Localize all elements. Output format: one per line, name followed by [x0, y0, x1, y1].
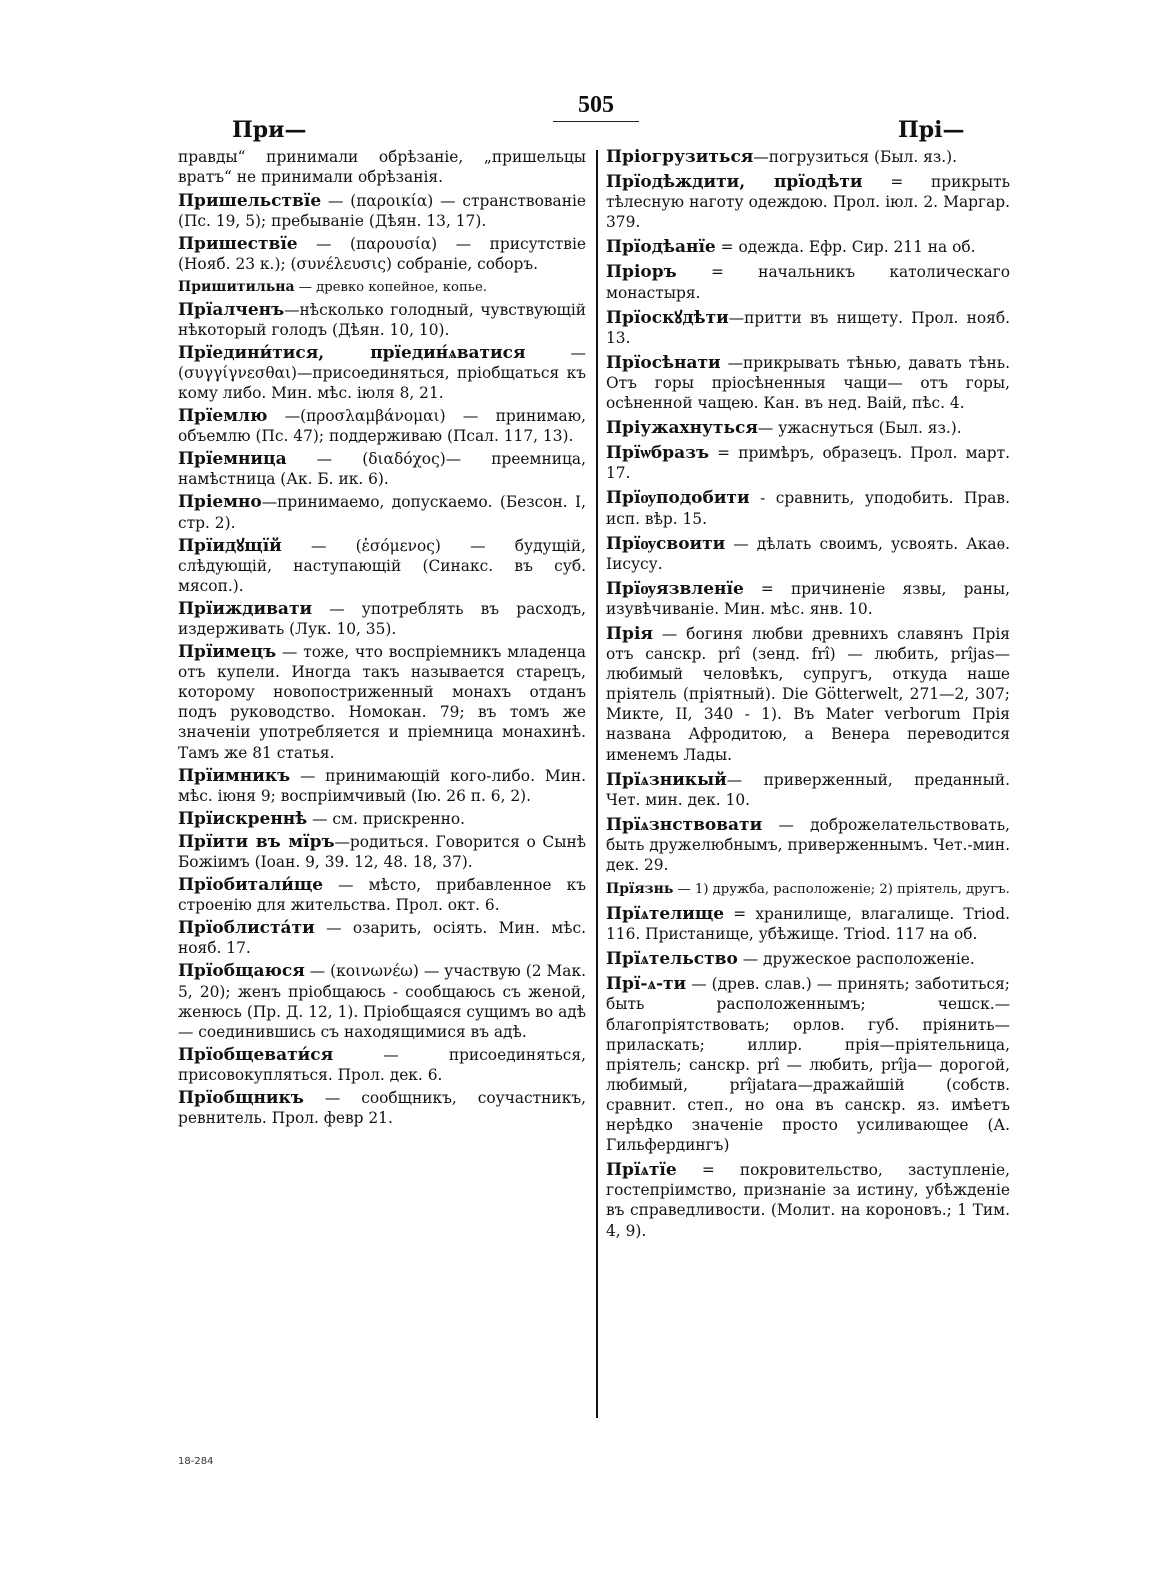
entry-definition: — (древ. слав.) — принять; заботиться; быть расположеннымъ; чешск.— благопріятствовать; орлов. губ. пріянить— приласкать; иллир. прія—пріятельница, пріятель; санскр. prî — любить, prîja— дорогой, любимый, prîjatara—дражайшій (собств. сравнит. степ., но она въ санскр. яз. имѣетъ нерѣдко значеніе просто усиливающее (А. Гильфердингъ) — [606, 975, 1010, 1155]
entry-headword: Прїоскꙋдѣти — [606, 307, 729, 328]
running-head-right: Прі— — [898, 117, 965, 143]
dictionary-entry — [606, 904, 1010, 944]
dictionary-entry — [606, 974, 1010, 1155]
dictionary-entry — [606, 353, 1010, 413]
dictionary-entry — [606, 949, 1010, 969]
dictionary-entry — [606, 237, 1010, 257]
entry-headword: Пріемно — [178, 492, 262, 513]
dictionary-entry — [606, 534, 1010, 574]
entry-headword: Прїосѣнати — [606, 352, 721, 373]
dictionary-entry — [178, 343, 586, 403]
dictionary-entry — [606, 880, 1010, 899]
entry-headword: Прїѡбразъ — [606, 443, 710, 464]
entry-definition: - сравнить, уподобить. Прав. исп. вѣр. 15. — [606, 489, 1010, 528]
entry-definition: — употреблять въ расходъ, издерживать (Лук. 10, 35). — [178, 599, 586, 638]
entry-definition: — (συγγίγνεσθαι)—присоединяться, пріобщаться къ кому либо. Мин. мѣс. іюля 8, 21. — [178, 343, 586, 402]
dictionary-entry — [178, 642, 586, 763]
entry-definition: — богиня любви древнихъ славянъ Прія отъ санскр. prî (зенд. frî) — любить, prîjas—любимый человѣкъ, супругъ, откуда наше пріятель (пріятный). Die Götterwelt, 271—2, 307; Микте, II, 340 - 1). Въ Mater verborum Прія названа Афродитою, а Венера переводится именемъ Лады. — [606, 624, 1010, 764]
dictionary-entry — [178, 234, 586, 274]
dictionary-entry — [606, 579, 1010, 619]
dictionary-entry — [606, 418, 1010, 438]
entry-headword: Прїимецъ — [178, 642, 277, 663]
entry-headword: Прїѧзнствовати — [606, 814, 763, 835]
entry-definition: — (ἐσόμενος) — будущій, слѣдующій, наступающій (Синакс. въ суб. мясоп.). — [178, 536, 586, 595]
entry-definition: — доброжелательствовать, быть дружелюбнымъ, приверженнымъ. Чет.-мин. дек. 29. — [606, 815, 1011, 874]
entry-definition: — дѣлать своимъ, усвоять. Акаѳ. Іисусу. — [606, 534, 1010, 573]
dictionary-entry — [178, 961, 586, 1041]
dictionary-entry — [606, 147, 1010, 167]
entry-headword: Прїемлю — [178, 406, 268, 427]
entry-headword: Пріужахнуться — [606, 418, 758, 439]
entry-definition: = начальникъ католическаго монастыря. — [606, 263, 1010, 302]
entry-headword: Прїѹязвленїе — [606, 578, 744, 599]
entry-headword: Прї-ѧ-ти — [606, 974, 687, 995]
entry-headword: Пришествїе — [178, 234, 298, 255]
entry-headword: Прїискреннѣ — [178, 808, 308, 829]
entry-definition: — мѣсто, прибавленное къ строенію для жительства. Прол. окт. 6. — [178, 876, 586, 915]
running-head-left: При— — [232, 117, 307, 143]
dictionary-entry — [178, 918, 586, 958]
page-number-rule — [553, 121, 639, 122]
entry-definition: — (κοινωνέω) — участвую (2 Мак. 5, 20); женъ пріобщаюсь - сообщаюсь съ женой, женюсь (Пр. Д. 12, 1). Пріобщаяся сущимъ во адѣ — соединившись съ находящимися въ адѣ. — [178, 962, 586, 1041]
dictionary-entry — [606, 262, 1010, 302]
entry-headword: Прія — [606, 623, 653, 644]
entry-headword: Прїоблиста́ти — [178, 918, 315, 939]
entry-headword: Прїобщаюся — [178, 961, 305, 982]
entry-headword: Прїобщевати́ся — [178, 1044, 334, 1065]
entry-definition: —погрузиться (Был. яз.). — [753, 148, 958, 166]
entry-headword: Прїидꙋщїй — [178, 535, 282, 556]
entry-definition: — (διαδόχος)— преемница, намѣстница (Ак. Б. ик. 6). — [178, 450, 586, 489]
entry-definition: — 1) дружба, расположеніе; 2) пріятель, другъ. — [673, 882, 1010, 898]
entry-definition: —прикрывать тѣнью, давать тѣнь. Отъ горы пріосѣненныя чащи— отъ горы, осѣненной чащею. Кан. въ нед. Ваій, пѣс. 4. — [606, 353, 1010, 413]
entry-definition: — ужаснуться (Был. яз.). — [757, 419, 962, 438]
entry-definition: = примѣръ, образецъ. Прол. март. 17. — [606, 444, 1010, 483]
footer-signature-mark: 18-284 — [178, 1456, 214, 1467]
entry-headword: Прїити въ мїръ — [178, 831, 335, 852]
entry-definition: — тоже, что воспріемникъ младенца отъ купели. Иногда такъ называется старецъ, которому новопостриженный монахъ отданъ подъ руководство. Номокан. 79; въ томъ же значеніи употребляется и пріемница монахинѣ. Тамъ же 81 статья. — [178, 643, 586, 762]
entry-headword: Пріоръ — [606, 262, 677, 283]
entry-headword: Прїодѣждити, прїодѣти — [606, 172, 863, 193]
entry-headword: Прїѧтїе — [606, 1160, 677, 1181]
entry-definition: —(προσλαμβάνομαι) — принимаю, объемлю (Пс. 47); поддерживаю (Псал. 117, 13). — [178, 407, 586, 446]
entry-headword: Прїѧзникый — [606, 769, 727, 790]
dictionary-entry — [606, 172, 1010, 232]
entry-headword: Прїодѣанїе — [606, 237, 716, 258]
entry-definition: — см. прискренно. — [307, 809, 465, 828]
dictionary-entry — [606, 443, 1010, 483]
dictionary-entry — [178, 536, 586, 596]
dictionary-entry — [178, 599, 586, 639]
entry-definition: —нѣсколько голодный, чувствующій нѣкоторый голодъ (Дѣян. 10, 10). — [178, 300, 586, 339]
dictionary-entry — [178, 875, 586, 915]
entry-definition: —принимаемо, допускаемо. (Безсон. I, стр. 2). — [178, 493, 586, 532]
dictionary-entry — [178, 191, 586, 231]
dictionary-entry — [178, 492, 586, 532]
dictionary-entry — [178, 1045, 586, 1085]
dictionary-entry — [178, 449, 586, 489]
entry-headword: Прїязнь — [606, 881, 674, 898]
entry-headword: Прїобитали́ще — [178, 875, 324, 896]
dictionary-entry — [178, 766, 586, 806]
dictionary-entry — [606, 815, 1010, 875]
entry-definition: = хранилище, влагалище. Triod. 116. Пристанище, убѣжище. Triod. 117 на об. — [606, 905, 1010, 944]
entry-definition: правды“ принимали обрѣзаніе, „пришельцы вратъ“ не принимали обрѣзанія. — [178, 148, 586, 187]
entry-definition: — (παροικία) — странствованіе (Пс. 19, 5); пребываніе (Дѣян. 13, 17). — [178, 192, 586, 231]
entry-definition: = одежда. Ефр. Сир. 211 на об. — [715, 238, 976, 257]
dictionary-entry — [178, 832, 586, 872]
entry-definition: — (παρουσία) — присутствіе (Нояб. 23 к.); (συνέλευσις) собраніе, соборъ. — [178, 235, 586, 274]
entry-headword: Пришитильна — [178, 278, 295, 295]
dictionary-entry — [178, 278, 586, 297]
entry-definition: = прикрыть тѣлесную наготу одеждою. Прол. іюл. 2. Маргар. 379. — [606, 173, 1010, 232]
entry-headword: Прїобщникъ — [178, 1088, 304, 1109]
right-column — [606, 147, 1010, 1246]
dictionary-entry — [606, 624, 1010, 765]
entry-headword: Прїедини́тися, прїедин́ѧватися — [178, 342, 526, 363]
entry-headword: Прїѧтельство — [606, 949, 738, 970]
entry-definition: — сообщникъ, соучастникъ, ревнитель. Прол. февр 21. — [178, 1089, 586, 1128]
dictionary-entry — [178, 406, 586, 446]
entry-headword: Прїемница — [178, 449, 287, 470]
dictionary-entry — [178, 1088, 586, 1128]
dictionary-entry — [606, 308, 1010, 348]
entry-headword: Прїѹподобити — [606, 488, 750, 509]
dictionary-entry — [178, 147, 586, 187]
entry-headword: Прїалченъ — [178, 299, 285, 320]
entry-definition: = покровительство, заступленіе, гостепріимство, признаніе за истину, убѣжденіе въ справедливости. (Молит. на короновъ.; 1 Тим. 4, 9). — [606, 1161, 1010, 1240]
entry-definition: — озарить, осіять. Мин. мѣс. нояб. 17. — [178, 919, 586, 958]
entry-definition: —притти въ нищету. Прол. нояб. 13. — [606, 308, 1010, 347]
dictionary-entry — [178, 300, 586, 340]
page-number: 505 — [578, 92, 614, 118]
entry-definition: —родиться. Говорится о Сынѣ Божіимъ (Іоан. 9, 39. 12, 48. 18, 37). — [178, 832, 586, 871]
dictionary-entry — [178, 809, 586, 829]
entry-definition: — дружеское расположеніе. — [737, 950, 975, 969]
entry-headword: Прїимникъ — [178, 765, 291, 786]
entry-definition: — принимающій кого-либо. Мин. мѣс. іюня 9; воспріимчивый (Ію. 26 п. 6, 2). — [178, 766, 586, 805]
entry-definition: — древко копейное, копье. — [294, 279, 487, 295]
entry-definition: = причиненіе язвы, раны, изувѣчиваніе. Мин. мѣс. янв. 10. — [606, 579, 1010, 618]
entry-headword: Пришельствїе — [178, 191, 322, 212]
entry-headword: Прїѧтелище — [606, 904, 725, 925]
dictionary-entry — [606, 488, 1010, 528]
entry-headword: Прїѹсвоити — [606, 533, 726, 554]
entry-headword: Пріогрузиться — [606, 147, 754, 167]
column-divider — [596, 150, 598, 1418]
left-column — [178, 147, 586, 1131]
dictionary-entry — [606, 770, 1010, 810]
entry-definition: — присоединяться, присовокупляться. Прол. дек. 6. — [178, 1045, 586, 1084]
entry-definition: — приверженный, преданный. Чет. мин. дек. 10. — [606, 770, 1010, 809]
dictionary-entry — [606, 1160, 1010, 1240]
entry-headword: Прїиждивати — [178, 598, 313, 619]
